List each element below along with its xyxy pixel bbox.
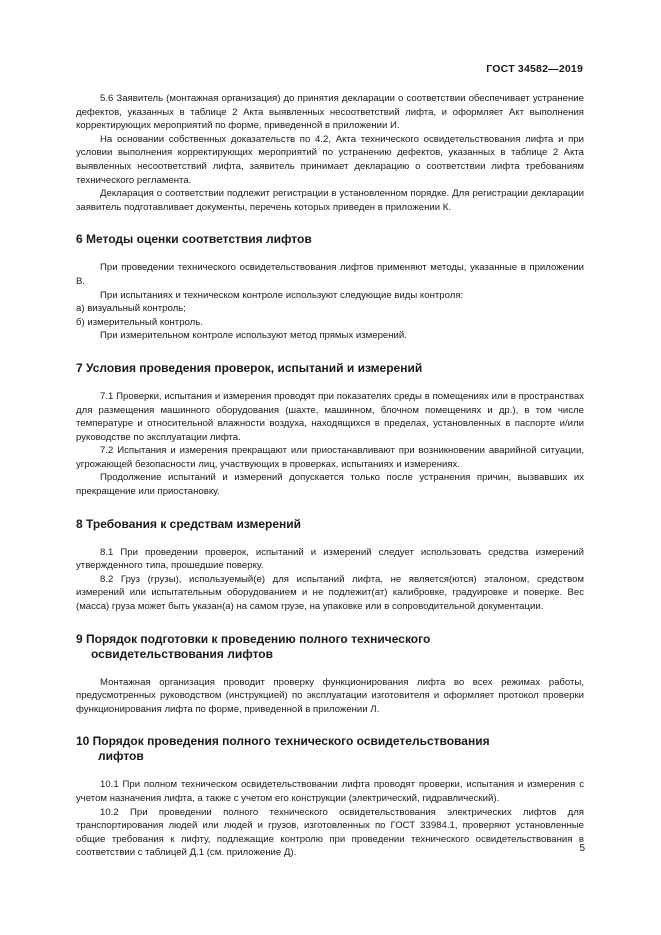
section-7-heading: 7 Условия проведения проверок, испытаний и измерений [76,360,423,375]
paragraph-7-2: 7.2 Испытания и измерения прекращают или приостанавливают при возникновении аварийной ситуации, угрожающей безопасности лиц, участвующих в проверках, испытаниях и измерениях. [76,445,584,470]
section-10-heading-line1: 10 Порядок проведения полного технического освидетельствования [76,734,490,749]
list-item-visual: а) визуальный контроль; [76,303,186,315]
paragraph-5-6: 5.6 Заявитель (монтажная организация) до принятия декларации о соответствии обеспечивает устранение дефектов, указанных в таблице 2 Акта выявленных несоответствий лифта, и оформляет Акт выполнения корректирующих мероприятий по форме, приведенной в приложении И. [76,93,584,132]
paragraph-8-1: 8.1 При проведении проверок, испытаний и измерений следует использовать средства измерений утвержденного типа, прошедшие поверку. [76,546,584,572]
document-body [76,92,584,860]
paragraph-5-6-basis: На основании собственных доказательств по 4.2, Акта технического освидетельствования лифта и при условии выполнения корректирующих мероприятий по устранению дефектов, указанных в таблице 2 Акта выявленных несоответствий лифта, заявитель принимает декларацию о соответствии лифта требованиям технического регламента. [76,133,584,186]
paragraph-7-continuation: Продолжение испытаний и измерений допускается только после устранения причин, вызвавших их прекращение или приостановку. [76,472,584,498]
list-item-measuring: б) измерительный контроль. [76,316,203,328]
paragraph-8-2: 8.2 Груз (грузы), используемый(е) для испытаний лифта, не является(ются) эталоном, средством измерений или испытательным оборудованием и не подлежит(ат) калибровке, градуировке и поверке. Вес (масса) груза может быть указан(а) на самом грузе, на упаковке или в сопроводительной документации. [76,573,584,613]
section-9-heading [76,632,584,662]
paragraph-10-2: 10.2 При проведении полного технического освидетельствования электрических лифтов для транспортирования людей или людей и грузов, изготовленных по ГОСТ 33984.1, проверяют установленные общие требования к лифту, подлежащие контролю при проведении технического освидетельствования в соответствии с таблицей Д.1 (см. приложение Д). [76,806,584,859]
document-code: ГОСТ 34582—2019 [486,63,583,75]
section-10-heading-line2: лифтов [98,749,144,764]
section-9-heading-line1: 9 Порядок подготовки к проведению полного технического [76,631,431,646]
section-8-heading: 8 Требования к средствам измерений [76,516,302,531]
paragraph-9: Монтажная организация проводит проверку функционирования лифта во всех режимах работы, предусмотренных руководством (инструкцией) по эксплуатации изготовителя и оформляет протокол проверки функционирования лифта по форме, приведенной в приложении Л. [76,676,584,715]
section-9-heading-line2: освидетельствования лифтов [91,646,274,661]
paragraph-10-1: 10.1 При полном техническом освидетельствовании лифта проводят проверки, испытания и измерения с учетом назначения лифта, а также с учетом его конструкции (электрический, гидравлический). [76,779,584,804]
paragraph-6-control-types: При испытаниях и техническом контроле используют следующие виды контроля: [100,289,464,301]
section-6-heading: 6 Методы оценки соответствия лифтов [76,232,312,247]
section-10-heading [76,734,584,764]
page-number: 5 [579,843,585,854]
paragraph-6-methods: При проведении технического освидетельствования лифтов применяют методы, указанные в приложении В. [76,262,584,287]
paragraph-6-direct-measurement: При измерительном контроле используют метод прямых измерений. [100,330,407,342]
paragraph-5-6-registration: Декларация о соответствии подлежит регистрации в установленном порядке. Для регистрации декларации заявитель подготавливает документы, перечень которых приведен в приложении К. [76,188,584,213]
paragraph-7-1: 7.1 Проверки, испытания и измерения проводят при показателях среды в помещениях или в пространствах для размещения машинного оборудования (шахте, машинном, блочном помещениях и др.), в том числе температуре и относительной влажности воздуха, находящихся в пределах, установленных в паспорте и/или руководстве по эксплуатации лифта. [76,390,584,443]
